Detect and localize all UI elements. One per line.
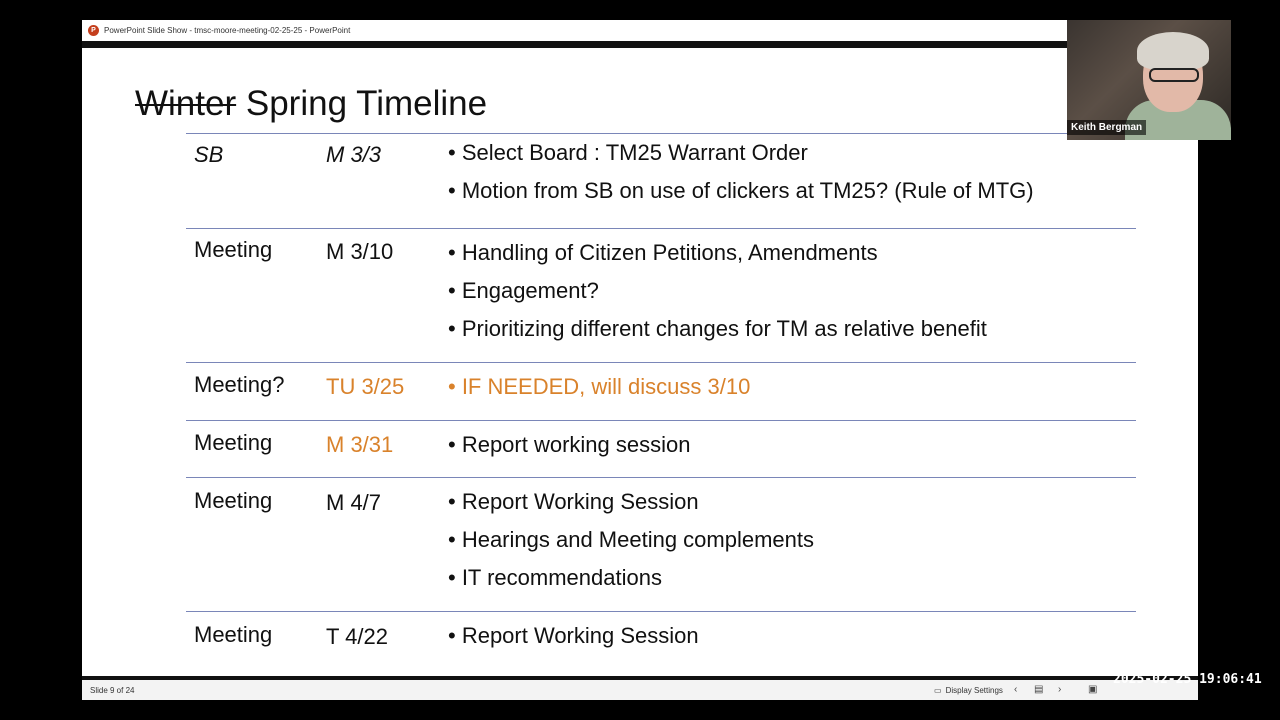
row-who: Meeting? <box>194 372 285 397</box>
slide[interactable] <box>82 48 1198 676</box>
timeline-row <box>186 362 1136 421</box>
window-title: PowerPoint Slide Show - tmsc-moore-meeting-02-25-25 - PowerPoint <box>104 26 351 35</box>
participant-hair <box>1137 32 1209 70</box>
row-who: Meeting <box>194 622 273 647</box>
glasses-icon <box>1149 68 1199 82</box>
title-bar <box>82 20 1198 42</box>
monitor-icon: ▭ <box>934 686 942 695</box>
row-items <box>448 368 750 406</box>
slide-sorter-icon[interactable]: ▤ <box>1034 684 1044 695</box>
powerpoint-icon: P <box>88 25 99 36</box>
timeline-row <box>186 477 1136 612</box>
slide-title <box>135 84 487 124</box>
row-item: • Report working session <box>448 432 691 457</box>
row-item: • Report Working Session <box>448 489 699 514</box>
row-item: • IF NEEDED, will discuss 3/10 <box>448 374 751 399</box>
row-item: • Handling of Citizen Petitions, Amendments <box>448 240 878 265</box>
title-text: Spring Timeline <box>245 84 488 123</box>
participant-name: Keith Bergman <box>1067 120 1146 135</box>
slideshow-window <box>82 20 1198 700</box>
next-slide-icon[interactable]: › <box>1058 684 1062 695</box>
row-item: • Select Board : TM25 Warrant Order <box>448 140 808 165</box>
display-settings-button[interactable] <box>934 686 1003 695</box>
title-struck-word: Winter <box>135 84 237 123</box>
divider <box>82 41 1198 48</box>
row-items <box>448 234 987 348</box>
row-date: M 3/3 <box>326 142 382 167</box>
row-date: M 4/7 <box>326 490 382 515</box>
previous-slide-icon[interactable]: ‹ <box>1014 684 1018 695</box>
row-date: TU 3/25 <box>326 374 405 399</box>
row-who: Meeting <box>194 488 273 513</box>
slide-counter: Slide 9 of 24 <box>90 686 135 695</box>
row-items <box>448 134 1034 210</box>
timeline-row <box>186 133 1136 229</box>
row-item: • Motion from SB on use of clickers at TM25? (Rule of MTG) <box>448 178 1034 203</box>
timeline-row <box>186 228 1136 363</box>
row-date: M 3/10 <box>326 239 394 264</box>
video-timestamp: 2025-02-25 19:06:41 <box>1113 672 1262 687</box>
normal-view-icon[interactable]: ▣ <box>1088 684 1098 695</box>
row-who: Meeting <box>194 430 273 455</box>
row-item: • IT recommendations <box>448 565 662 590</box>
row-item: • Hearings and Meeting complements <box>448 527 814 552</box>
row-items <box>448 426 690 464</box>
status-bar <box>82 676 1198 700</box>
row-item: • Engagement? <box>448 278 599 303</box>
row-who: SB <box>194 142 224 167</box>
row-items <box>448 483 814 597</box>
row-date: T 4/22 <box>326 624 388 649</box>
timeline-row <box>186 611 1136 672</box>
row-item: • Report Working Session <box>448 623 699 648</box>
row-who: Meeting <box>194 237 273 262</box>
display-settings-label: Display Settings <box>945 686 1003 695</box>
timeline-row <box>186 420 1136 478</box>
row-date: M 3/31 <box>326 432 394 457</box>
row-items <box>448 617 699 655</box>
row-item: • Prioritizing different changes for TM as relative benefit <box>448 316 987 341</box>
